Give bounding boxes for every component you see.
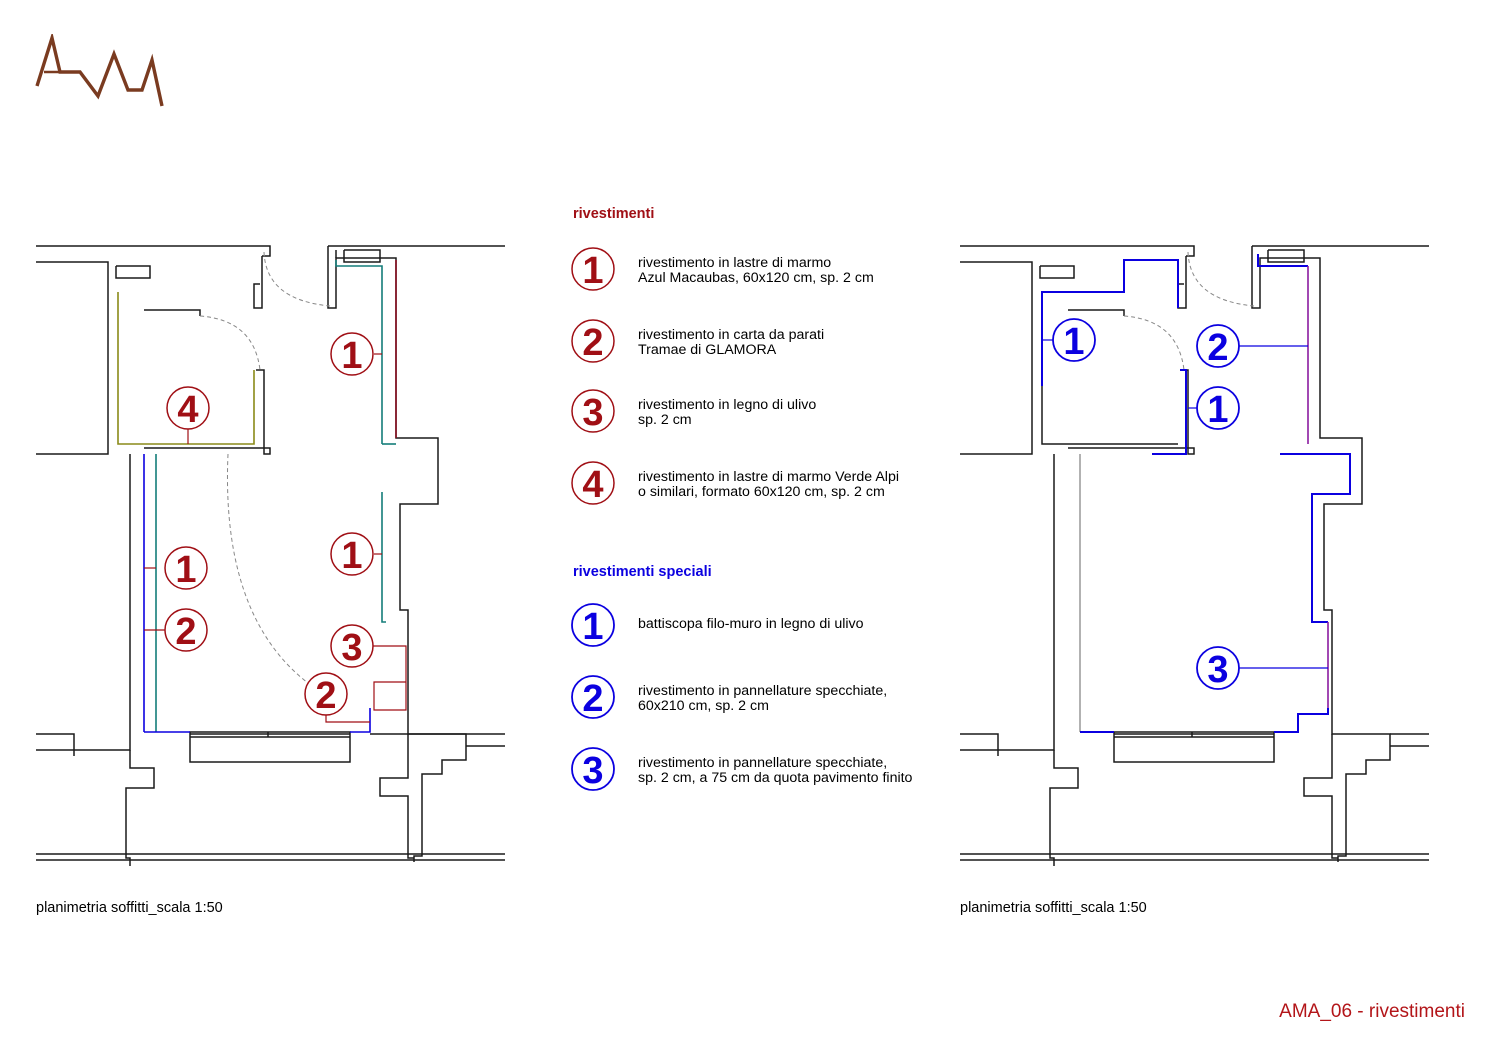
legend-text-red-2: rivestimento in carta da parati Tramae di GLAMORA — [638, 327, 825, 358]
legend-marker-red-4 — [570, 460, 618, 508]
legend-marker-blue-3 — [570, 746, 618, 794]
legend-item-red-4 — [566, 460, 956, 510]
legend-item-blue-2 — [566, 674, 956, 724]
marker-blue-3 — [1197, 647, 1239, 691]
legend-marker-blue-1 — [570, 602, 618, 650]
legend-item-blue-1 — [566, 602, 956, 652]
marker-2-lower — [305, 673, 347, 717]
svg-text:2: 2 — [175, 611, 197, 653]
walls — [960, 246, 1429, 866]
legend-title-rivestimenti: rivestimenti — [573, 206, 655, 222]
legend-text-blue-3: rivestimento in pannellature specchiate, sp. 2 cm, a 75 cm da quota pavimento finito — [638, 755, 913, 786]
marker-1-left — [165, 547, 207, 591]
legend-marker-red-2 — [570, 318, 618, 366]
marker-4 — [167, 387, 209, 431]
svg-text:1: 1 — [582, 606, 604, 648]
legend-item-red-1 — [566, 246, 956, 296]
legend-marker-red-3 — [570, 388, 618, 436]
legend-item-blue-3 — [566, 746, 956, 796]
legend-text-blue-2: rivestimento in pannellature specchiate, 60x210 cm, sp. 2 cm — [638, 683, 888, 714]
sheet-title: AMA_06 - rivestimenti — [1279, 1001, 1465, 1022]
marker-2-left — [165, 609, 207, 653]
caption-right: planimetria soffitti_scala 1:50 — [960, 900, 1147, 916]
legend-title-rivestimenti-speciali: rivestimenti speciali — [573, 564, 712, 580]
legend-marker-blue-2 — [570, 674, 618, 722]
svg-text:1: 1 — [175, 549, 197, 591]
floor-plan-left — [34, 238, 508, 868]
marker-1-upper — [331, 333, 373, 377]
legend-text-blue-1: battiscopa filo-muro in legno di ulivo — [638, 616, 864, 632]
caption-left: planimetria soffitti_scala 1:50 — [36, 900, 223, 916]
svg-text:2: 2 — [1207, 327, 1229, 369]
legend — [566, 200, 956, 800]
svg-text:1: 1 — [1207, 389, 1229, 431]
svg-text:4: 4 — [177, 389, 199, 431]
svg-text:3: 3 — [582, 392, 604, 434]
marker-blue-1-right — [1197, 387, 1239, 431]
svg-text:3: 3 — [582, 750, 604, 792]
legend-marker-red-1 — [570, 246, 618, 294]
ama-logo — [34, 34, 166, 112]
svg-text:2: 2 — [582, 678, 604, 720]
svg-text:1: 1 — [582, 250, 604, 292]
legend-item-red-3 — [566, 388, 956, 438]
floor-plan-right — [958, 238, 1432, 868]
svg-text:2: 2 — [315, 675, 337, 717]
svg-text:3: 3 — [341, 627, 363, 669]
plan-markers-right — [1053, 319, 1239, 691]
svg-text:1: 1 — [341, 335, 363, 377]
legend-text-red-4: rivestimento in lastre di marmo Verde Alpi o similari, formato 60x120 cm, sp. 2 cm — [638, 469, 899, 500]
svg-text:2: 2 — [582, 322, 604, 364]
marker-blue-2 — [1197, 325, 1239, 369]
legend-text-red-1: rivestimento in lastre di marmo Azul Macaubas, 60x120 cm, sp. 2 cm — [638, 255, 874, 286]
legend-item-red-2 — [566, 318, 956, 368]
svg-text:3: 3 — [1207, 649, 1229, 691]
plan-markers-left — [165, 333, 373, 717]
marker-1-mid — [331, 533, 373, 577]
svg-text:1: 1 — [1063, 321, 1085, 363]
marker-3 — [331, 625, 373, 669]
svg-text:4: 4 — [582, 464, 604, 506]
walls — [36, 246, 505, 866]
marker-blue-1-left — [1053, 319, 1095, 363]
svg-text:1: 1 — [341, 535, 363, 577]
legend-text-red-3: rivestimento in legno di ulivo sp. 2 cm — [638, 397, 817, 428]
